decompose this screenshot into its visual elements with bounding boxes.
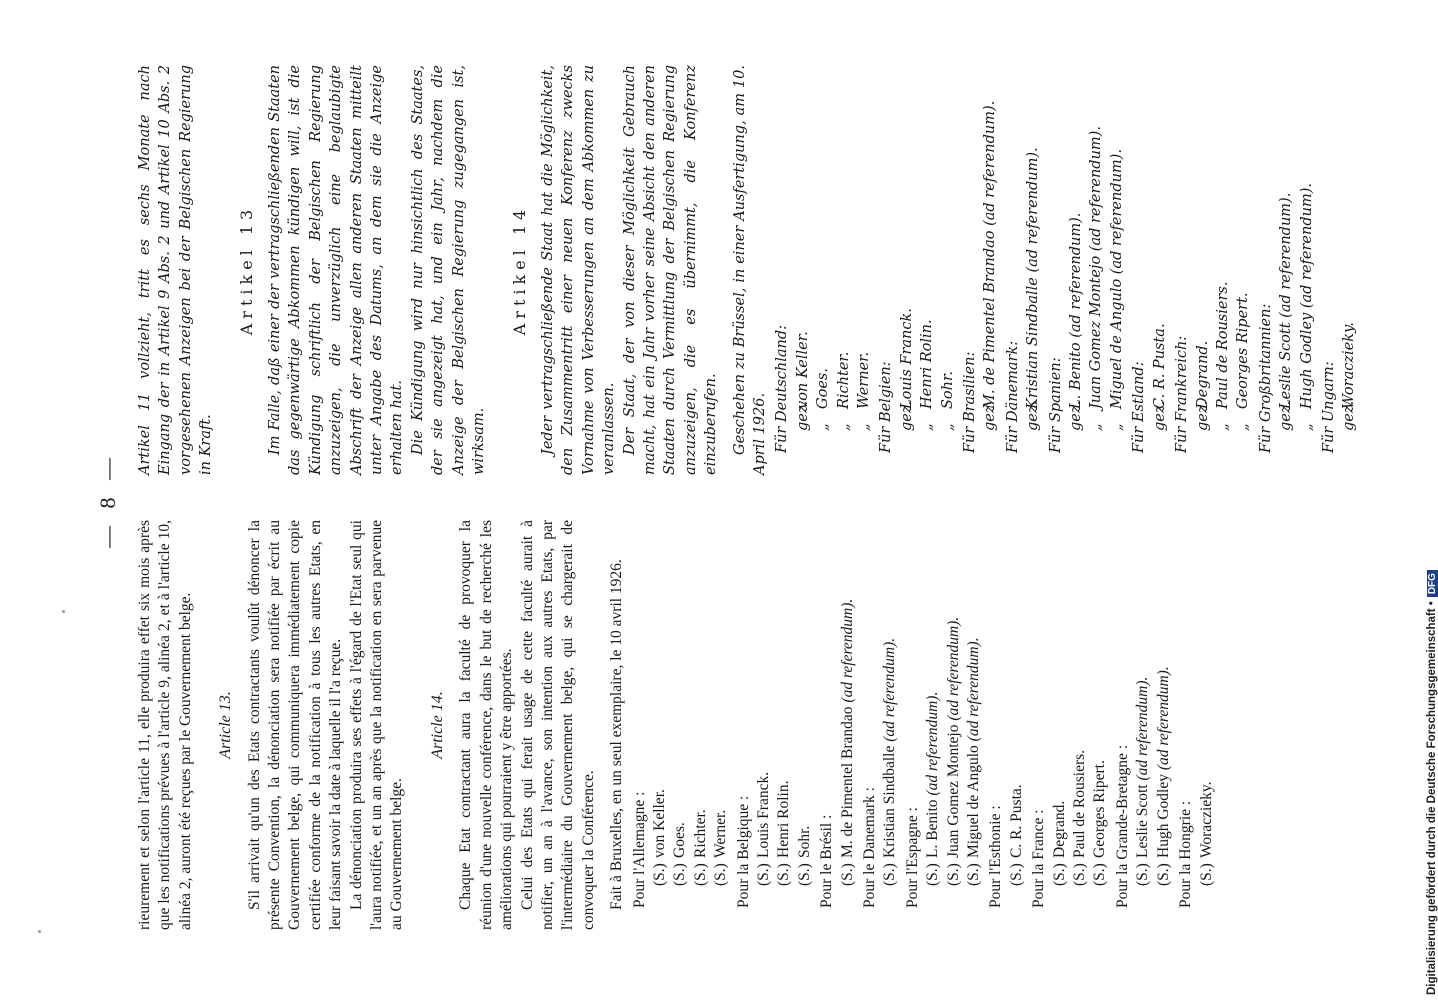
- french-article-13-paragraph-1: S'il arrivait qu'un des Etats contractants voulût dénoncer la présente Convention, la dénonciation sera notifiée par écrit au Gouvernement belge, qui communiquera immédiatement copie certifiée conforme de la notification à tous les autres Etats, en leur faisant savoir la date à laquelle il l'a reçue.: [245, 520, 345, 930]
- signer-row: [1090, 520, 1110, 886]
- signer-row: [1066, 65, 1086, 431]
- signer-name: Werner.: [856, 351, 872, 409]
- german-signatories: [772, 65, 1359, 475]
- signer-name: Sohr.: [939, 371, 956, 409]
- signer-prefix: „: [919, 423, 936, 431]
- signer-row: [1007, 520, 1027, 886]
- french-column: [135, 520, 1217, 930]
- signatory-country: Für Brasilien:: [962, 351, 979, 453]
- signer-prefix: gez.: [982, 400, 999, 431]
- signer-prefix: (S.): [775, 863, 793, 886]
- signer-prefix: (S.): [1071, 863, 1089, 886]
- signer-row: [1339, 65, 1359, 431]
- signer-name: von Keller.: [794, 331, 811, 409]
- signer-row: [670, 520, 690, 886]
- signer-name: Louis Franck.: [754, 771, 772, 858]
- signer-row: [938, 65, 958, 431]
- signer-row: [793, 65, 813, 431]
- signer-prefix: gez.: [1278, 400, 1295, 431]
- signer-name: L. Benito: [1068, 342, 1085, 409]
- signer-prefix: „: [1235, 423, 1252, 431]
- signer-row: [1297, 65, 1317, 431]
- signer-prefix: „: [1214, 423, 1231, 431]
- signer-name: Georges Ripert.: [1235, 292, 1252, 409]
- signer-prefix: „: [1088, 423, 1105, 431]
- signer-row: [834, 65, 854, 431]
- signer-name: Degrand.: [1050, 800, 1068, 858]
- signer-name: M. de Pimentel Brandao: [982, 230, 999, 409]
- signatory-country: Pour la France :: [1030, 809, 1048, 908]
- signer-row: [964, 520, 984, 886]
- german-article-13-title: Artikel 13: [236, 204, 256, 336]
- german-done-at: Geschehen zu Brüssel, in einer Ausfertigung, am 10. April 1926.: [731, 65, 768, 475]
- signatory-country: Pour l'Allemagne :: [630, 791, 648, 908]
- signatory-country: Für Belgien:: [878, 361, 895, 453]
- signer-ad-referendum: (ad referendum).: [924, 691, 942, 796]
- signer-row: [1107, 65, 1127, 431]
- signer-row: [1150, 65, 1170, 431]
- signer-prefix: (S.): [1007, 863, 1025, 886]
- signatory-country: Für Spanien:: [1047, 357, 1064, 453]
- signer-name: Hugh Godley: [1298, 312, 1315, 409]
- signer-ad-referendum: (ad referendum).: [1088, 126, 1105, 252]
- signer-row: [838, 520, 858, 886]
- signer-prefix: (S.): [944, 863, 962, 886]
- german-article-13-paragraph-1: Im Falle, daß einer der vertragschließenden Staaten das gegenwärtige Abkommen kündigen will, ist die Kündigung schriftlich der Belgischen Regierung anzuzeigen, die unverzüglich eine beglaubigte Abschrift der Anzeige allen anderen Staaten mitteilt unter Angabe des Datums, an dem sie die Anzeige erhalten hat.: [267, 65, 406, 475]
- signer-name: Juan Gomez Montejo: [1088, 255, 1105, 409]
- rotated-document-page: [95, 65, 1358, 930]
- signer-ad-referendum: (ad referendum).: [1134, 676, 1152, 781]
- signatory-country: Für Estland:: [1131, 361, 1148, 453]
- signer-ad-referendum: (ad referendum).: [1278, 192, 1295, 318]
- signer-name: von Keller.: [650, 789, 668, 858]
- signer-name: Sohr.: [795, 825, 813, 858]
- signer-row: [1086, 65, 1106, 431]
- signer-prefix: (S.): [1154, 863, 1172, 886]
- signer-prefix: (S.): [1091, 863, 1109, 886]
- signatory-country: Für Ungarn:: [1320, 361, 1337, 453]
- dfg-logo: DFG: [1427, 570, 1438, 597]
- signer-prefix: „: [939, 423, 956, 431]
- signer-name: Woraczieky.: [1197, 781, 1215, 858]
- dfg-funding-text: Digitalisierung gefördert durch die Deutsche Forschungsgemeinschaft •: [1426, 601, 1438, 995]
- german-article-14-paragraph-1: Jeder vertragschließende Staat hat die Möglichkeit, den Zusammentritt einer neuen Konferenz zwecks Vornahme von Verbesserungen an dem Abkommen zu veranlassen.: [539, 65, 618, 475]
- signer-name: C. R. Pusta.: [1151, 323, 1168, 409]
- signer-name: Paul de Rousiers.: [1214, 281, 1231, 409]
- signer-name: Miguel de Angulo: [965, 745, 983, 858]
- signer-name: Degrand.: [1194, 340, 1211, 409]
- signer-prefix: „: [835, 423, 852, 431]
- signatory-country: Pour la Hongrie :: [1177, 800, 1195, 908]
- signatory-country: Für Dänemark:: [1004, 340, 1021, 453]
- signer-row: [923, 520, 943, 886]
- dfg-funding-note: [1426, 570, 1438, 995]
- signer-prefix: (S.): [838, 863, 856, 886]
- signer-row: [754, 520, 774, 886]
- signer-row: [774, 520, 794, 886]
- signer-name: C. R. Pusta.: [1007, 784, 1025, 858]
- signer-name: Georges Ripert.: [1091, 760, 1109, 858]
- signer-name: Henri Rolin.: [919, 319, 936, 409]
- signer-row: [1213, 65, 1233, 431]
- signer-prefix: (S.): [795, 863, 813, 886]
- signer-name: Kristian Sindballe: [1025, 277, 1042, 409]
- signer-name: Leslie Scott: [1134, 784, 1152, 858]
- signer-row: [711, 520, 731, 886]
- signer-row: [1193, 65, 1213, 431]
- signatory-country: Pour l'Esthonie :: [987, 805, 1005, 908]
- signer-ad-referendum: (ad referendum).: [1298, 183, 1315, 309]
- signer-name: L. Benito: [924, 799, 942, 858]
- signer-ad-referendum: (ad referendum).: [1068, 212, 1085, 338]
- signer-name: Paul de Rousiers.: [1071, 749, 1089, 858]
- signer-ad-referendum: (ad referendum).: [1154, 666, 1172, 771]
- french-article-14-paragraph-2: Celui des Etats qui ferait usage de cette faculté aurait à notifier, un an à l'avance, son intention aux autres Etats, par l'intermédiaire du Gouvernement belge, qui se chargerait de convoquer la Conférence.: [518, 520, 597, 930]
- signer-prefix: gez.: [1151, 400, 1168, 431]
- signer-prefix: (S.): [924, 863, 942, 886]
- signer-name: Louis Franck.: [898, 308, 915, 409]
- signer-prefix: gez.: [794, 400, 811, 431]
- signatory-country: Pour la Grande-Bretagne :: [1113, 744, 1131, 908]
- french-signatories: [630, 520, 1217, 930]
- signer-row: [813, 65, 833, 431]
- french-article-13-paragraph-2: La dénonciation produira ses effets à l'égard de l'Etat seul qui l'aura notifiée, et un an après que la notification en sera parvenue au Gouvernement belge.: [347, 520, 406, 930]
- french-intro: rieurement et selon l'article 11, elle produira effet six mois après que les notifications prévues à l'article 9, alinéa 2, et à l'article 10, alinéa 2, auront été reçues par le Gouvernement belge.: [136, 520, 194, 930]
- signer-name: Richter.: [691, 809, 709, 858]
- signer-ad-referendum: (ad referendum).: [1025, 147, 1042, 273]
- signatory-country: Pour l'Espagne :: [903, 807, 921, 908]
- signer-row: [1154, 520, 1174, 886]
- signer-prefix: (S.): [712, 863, 730, 886]
- signatory-country: Pour la Belgique :: [734, 795, 752, 908]
- signer-prefix: „: [815, 423, 832, 431]
- signatory-country: Für Großbritannien:: [1257, 303, 1274, 453]
- signer-name: Werner.: [712, 809, 730, 858]
- signatory-country: Für Frankreich:: [1174, 335, 1191, 453]
- signer-row: [944, 520, 964, 886]
- signer-name: Richter.: [835, 351, 852, 409]
- signer-row: [1233, 65, 1253, 431]
- signer-prefix: (S.): [1197, 863, 1215, 886]
- signer-name: Woraczieky.: [1341, 322, 1358, 409]
- signatory-country: Für Deutschland:: [774, 324, 791, 453]
- signer-prefix: „: [1298, 423, 1315, 431]
- signer-name: Juan Gomez Montejo: [944, 724, 962, 858]
- signer-prefix: „: [856, 423, 872, 431]
- signer-prefix: (S.): [881, 863, 899, 886]
- signer-prefix: (S.): [1050, 863, 1068, 886]
- signer-prefix: (S.): [650, 863, 668, 886]
- scan-speck: [62, 610, 65, 613]
- signer-name: Hugh Godley: [1154, 774, 1172, 858]
- signer-row: [1133, 520, 1153, 886]
- signer-name: Leslie Scott: [1278, 322, 1295, 409]
- signer-row: [1050, 520, 1070, 886]
- french-done-at: Fait à Bruxelles, en un seul exemplaire, le 10 avril 1926.: [608, 559, 626, 910]
- french-article-14-title: Article 14.: [428, 691, 446, 759]
- signer-name: Goes.: [671, 822, 689, 858]
- signer-ad-referendum: (ad referendum).: [1108, 149, 1125, 275]
- signatory-country: Pour le Danemark :: [861, 787, 878, 908]
- german-article-14-title: Artikel 14: [509, 204, 529, 336]
- signer-prefix: gez.: [1194, 400, 1211, 431]
- signer-row: [880, 520, 900, 886]
- signer-prefix: (S.): [691, 863, 709, 886]
- signer-name: Kristian Sindballe: [881, 745, 899, 858]
- signer-prefix: (S.): [754, 863, 772, 886]
- signer-row: [980, 65, 1000, 431]
- french-article-13-title: Article 13.: [217, 691, 235, 759]
- german-intro: Artikel 11 vollzieht, tritt es sechs Monate nach Eingang der in Artikel 9 Abs. 2 und Artikel 10 Abs. 2 vorgesehenen Anzeigen bei der Belgischen Regierung in Kraft.: [137, 65, 215, 475]
- signer-row: [917, 65, 937, 431]
- signer-ad-referendum: (ad referendum).: [965, 637, 983, 742]
- signer-prefix: gez.: [898, 400, 915, 431]
- signer-name: Miguel de Angulo: [1108, 278, 1125, 409]
- signer-prefix: „: [1108, 423, 1125, 431]
- signer-prefix: gez.: [1068, 400, 1085, 431]
- signer-name: Goes.: [815, 368, 832, 409]
- signer-row: [691, 520, 711, 886]
- signer-row: [1197, 520, 1217, 886]
- signer-name: M. de Pimentel Brandao: [838, 706, 856, 858]
- signer-row: [897, 65, 917, 431]
- signer-row: [1276, 65, 1296, 431]
- german-article-13-paragraph-2: Die Kündigung wird nur hinsichtlich des Staates, der sie angezeigt hat, und ein Jahr, nachdem die Anzeige der Belgischen Regierung zugegangen ist, wirksam.: [409, 65, 488, 475]
- signer-name: Henri Rolin.: [775, 780, 793, 858]
- signer-ad-referendum: (ad referendum).: [982, 100, 999, 226]
- german-column: [135, 65, 1360, 475]
- signer-row: [1070, 520, 1090, 886]
- signer-row: [1023, 65, 1043, 431]
- signer-prefix: (S.): [671, 863, 689, 886]
- signer-ad-referendum: (ad referendum).: [944, 616, 962, 721]
- signer-prefix: gez.: [1341, 400, 1358, 431]
- signer-prefix: gez.: [1025, 400, 1042, 431]
- scan-speck: [38, 930, 41, 933]
- signer-row: [854, 65, 874, 431]
- french-article-14-paragraph-1: Chaque Etat contractant aura la faculté de provoquer la réunion d'une nouvelle conférence, dans le but de recherché les améliorations qui pourraient y être apportées.: [457, 520, 516, 930]
- page-number: — 8 —: [95, 452, 120, 548]
- signer-row: [795, 520, 815, 886]
- signer-prefix: (S.): [1134, 863, 1152, 886]
- signatory-country: Pour le Brésil :: [818, 814, 836, 908]
- german-article-14-paragraph-2: Der Staat, der von dieser Möglichkeit Gebrauch macht, hat ein Jahr vorher seine Absicht den anderen Staaten durch Vermittlung der Belgischen Regierung anzuzeigen, die es übernimmt, die Konferenz einzuberufen.: [621, 65, 720, 475]
- signer-ad-referendum: (ad referendum).: [881, 637, 899, 742]
- signer-prefix: (S.): [965, 863, 983, 886]
- signer-row: [650, 520, 670, 886]
- signer-ad-referendum: (ad referendum).: [838, 598, 856, 703]
